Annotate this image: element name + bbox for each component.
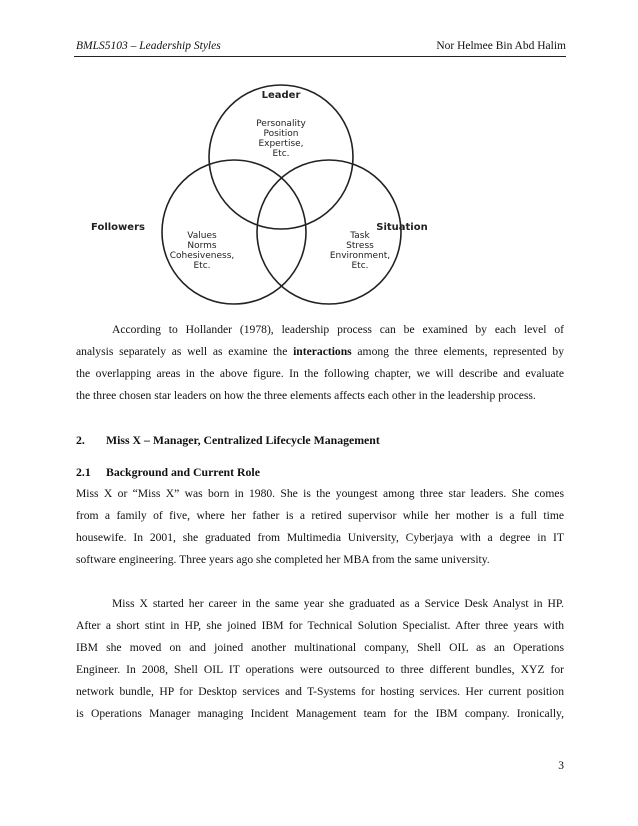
paragraph-line: After a short stint in HP, she joined IBM for Technical Solution Specialist. After three years with	[76, 619, 564, 632]
section-number: 2.	[76, 433, 85, 447]
paragraph-line: Miss X or “Miss X” was born in 1980. She is the youngest among three star leaders. She comes	[76, 487, 564, 500]
leader-item: Etc.	[272, 149, 290, 159]
leader-label: Leader	[261, 90, 301, 101]
followers-item: Norms	[187, 241, 217, 251]
situation-item: Task	[350, 231, 370, 241]
paragraph-line: the overlapping areas in the above figure. In the following chapter, we will describe and evaluate	[76, 367, 564, 380]
page-header	[74, 36, 566, 56]
situation-label: Situation	[376, 222, 428, 233]
followers-item: Etc.	[193, 261, 211, 271]
followers-item: Values	[187, 231, 217, 241]
page-number: 3	[558, 760, 564, 772]
section-number: 2.1	[76, 465, 91, 479]
situation-item: Stress	[346, 241, 374, 251]
section-heading-2	[76, 433, 380, 448]
paragraph-line: IBM she moved on and joined another multinational company, Shell OIL as an Operations	[76, 641, 564, 654]
section-heading-2-1	[76, 465, 260, 480]
situation-item: Etc.	[351, 261, 369, 271]
section-title: Miss X – Manager, Centralized Lifecycle Management	[106, 433, 380, 447]
header-author: Nor Helmee Bin Abd Halim	[436, 40, 566, 52]
paragraph-line: According to Hollander (1978), leadership process can be examined by each level of	[112, 323, 564, 336]
leader-item: Expertise,	[258, 139, 304, 149]
leader-item: Personality	[256, 119, 306, 129]
venn-diagram	[74, 70, 566, 310]
text-run: among the three elements, represented by	[351, 345, 564, 358]
paragraph-line: Miss X started her career in the same year she graduated as a Service Desk Analyst in HP.	[112, 597, 564, 610]
section-title: Background and Current Role	[106, 465, 260, 479]
leader-item: Position	[263, 129, 299, 139]
text-run: analysis separately as well as examine the	[76, 345, 294, 358]
paragraph-line: network bundle, HP for Desktop services and T-Systems for hosting services. Her current position	[76, 685, 564, 698]
paragraph-line: from a family of five, where her father is a retired supervisor while her mother is a full time	[76, 509, 564, 522]
paragraph-line: is Operations Manager managing Incident Management team for the IBM company. Ironically,	[76, 707, 564, 720]
paragraph-line: housewife. In 2001, she graduated from Multimedia University, Cyberjaya with a degree in IT	[76, 531, 564, 544]
paragraph-line: the three chosen star leaders on how the three elements affects each other in the leadership process.	[76, 389, 536, 402]
situation-item: Environment,	[329, 251, 391, 261]
paragraph-line: Engineer. In 2008, Shell OIL IT operations were outsourced to three different bundles, XYZ for	[76, 663, 564, 676]
header-rule	[74, 56, 566, 57]
header-course-title: BMLS5103 – Leadership Styles	[76, 40, 221, 52]
followers-item: Cohesiveness,	[169, 251, 235, 261]
paragraph-line	[76, 344, 564, 360]
followers-label: Followers	[91, 222, 145, 233]
followers-circle	[162, 160, 306, 304]
interactions-term: interactions	[293, 345, 352, 358]
paragraph-line: software engineering. Three years ago she completed her MBA from the same university.	[76, 553, 490, 566]
